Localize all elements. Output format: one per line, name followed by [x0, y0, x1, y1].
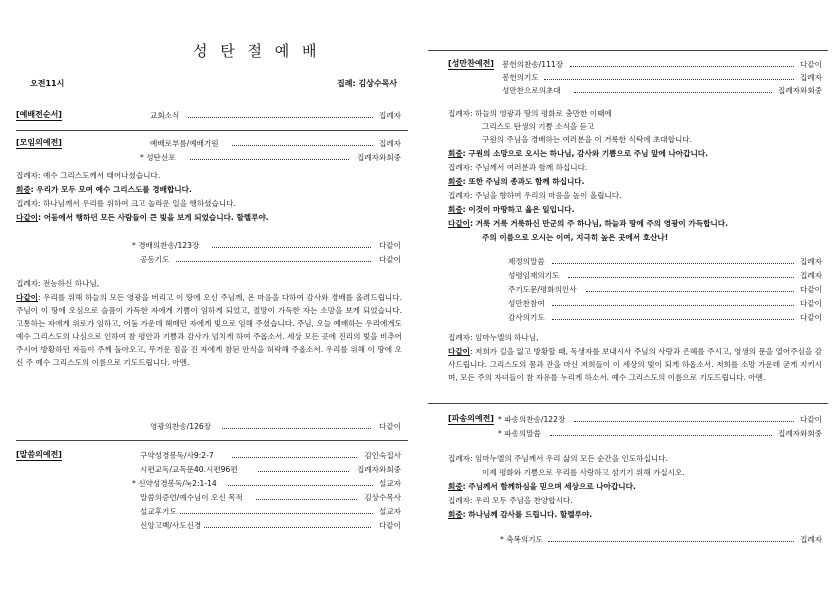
liturgy-line: 집례자: 하늘의 영광과 땅의 평화로 충만한 이때에 — [448, 109, 612, 118]
order-row: * 신약성경봉독/눅2:1-14 설교자 — [132, 479, 401, 488]
order-row: 봉헌의기도 집례자 — [502, 73, 822, 82]
section-divider — [16, 130, 408, 131]
section-divider — [428, 50, 828, 51]
order-row: 주기도문/평화의인사 다같이 — [508, 285, 822, 294]
liturgy-line: 회중: 우리가 모두 모여 예수 그리스도를 경배합니다. — [16, 185, 192, 194]
section-divider — [16, 440, 408, 441]
unison-prayer: 다같이: 저희가 길을 잃고 방황할 때, 독생자를 보내시사 주님의 사랑과 은혜를 주시고, 영생의 문을 열어주심을 감사드립니다. 그리스도의 몸과 잔을 마신 저희들이 이 세상의 빛이 되게 하옵소서. 저희를 소망 가운데 굳게 지키시며, 모든 주의 자녀들이 참 자유를 누리게 하소서. 예수 그리스도의 이름으로 기도드립니다. 아멘. — [448, 347, 822, 382]
liturgy-line: 다같이: 거룩 거룩 거룩하신 만군의 주 하나님, 하늘과 땅에 주의 영광이 가득합니다. — [448, 219, 728, 228]
order-row: 성령임재의기도 집례자 — [508, 271, 822, 280]
order-row: * 축복의기도 집례자 — [500, 535, 822, 544]
order-row: 신앙고백/사도신경 다같이 — [140, 521, 401, 530]
service-time: 오전11시 — [30, 79, 65, 88]
order-row: 영광의찬송/126장 다같이 — [150, 422, 401, 431]
order-row: 봉헌의찬송/111장 다같이 — [502, 60, 822, 69]
liturgy-line: 구원의 주님을 경배하는 여러분을 이 거룩한 식탁에 초대합니다. — [482, 135, 693, 144]
liturgy-line: 집례자: 우리 모두 주님을 찬양합시다. — [448, 496, 573, 505]
order-row: * 경배의찬송/123장 다같이 — [132, 241, 401, 250]
liturgy-line: 주의 이름으로 오시는 이여, 지극히 높은 곳에서 호산나! — [482, 233, 669, 242]
section-label-word: [말씀의예전] — [16, 450, 62, 459]
liturgy-line: 집례자: 임마누엘의 하나님, — [448, 333, 539, 342]
liturgy-line: 회중: 구원의 소망으로 오시는 하나님, 감사와 기쁨으로 주님 앞에 나아갑니다. — [448, 149, 708, 158]
service-title: 성 탄 절 예 배 — [193, 42, 321, 60]
order-row: * 파송의찬송/122장 다같이 — [498, 415, 822, 424]
order-row: 교회소식 집례자 — [150, 111, 401, 120]
order-row: * 파송의말씀 집례자와회중 — [498, 429, 822, 438]
liturgy-line: 집례자: 주님을 향하여 우리의 마음을 높이 올립니다. — [448, 191, 622, 200]
order-row: 시편교독/교독문40.시편96편 집례자와회중 — [140, 465, 401, 474]
section-divider — [428, 403, 828, 404]
liturgy-line: 집례자: 임마누엘의 주님께서 우리 삶의 모든 순간을 인도하십니다. — [448, 454, 668, 463]
liturgy-line: 집례자: 하나님께서 우리를 위하여 크고 놀라운 일을 행하셨습니다. — [16, 199, 236, 208]
liturgy-line: 집례자: 예수 그리스도께서 태어나셨습니다. — [16, 171, 161, 180]
order-row: * 성탄선포 집례자와회중 — [140, 153, 401, 162]
order-row: 성만찬참여 다같이 — [508, 299, 822, 308]
liturgy-line: 회중: 또한 주님의 종과도 함께 하십니다. — [448, 177, 585, 186]
right-page — [428, 0, 828, 590]
presider: 집례: 김상수목사 — [337, 79, 398, 88]
order-row: 성만찬으로의초대 집례자와회중 — [502, 86, 822, 95]
order-row: 제정의말씀 집례자 — [508, 257, 822, 266]
left-page — [8, 0, 408, 590]
order-row: 설교후기도 설교자 — [140, 507, 401, 516]
section-label-eucharist: [성만찬예전] — [448, 59, 494, 68]
liturgy-line: 집례자: 주님께서 여러분과 함께 하십니다. — [448, 163, 588, 172]
liturgy-line: 이제 평화와 기쁨으로 우리를 사랑하고 섬기기 위해 가십시오. — [482, 468, 685, 477]
liturgy-line: 회중: 하나님께 감사를 드립니다. 할렐루야. — [448, 510, 593, 519]
liturgy-line: 집례자: 전능하신 하나님, — [16, 279, 100, 288]
section-label-gathering: [모임의예전] — [16, 138, 62, 147]
section-label-sending: [파송의예전] — [448, 414, 494, 423]
section-label-pre-worship: [예배전순서] — [16, 110, 62, 119]
order-row: 말씀의증언/예수님이 오신 목적 김상수목사 — [140, 493, 401, 502]
unison-prayer: 다같이: 우리를 위해 하늘의 모든 영광을 버리고 이 땅에 오신 주님께, 온 마음을 다하여 감사와 경배를 올려드립니다. 주님이 이 땅에 오심으로 슬픔이 가득한 자에게 기쁨이 임하게 되었고, 절망이 가득한 자는 소망을 보게 되었습니다. 고통하는 자에게 위로가 임하고, 어둠 가운데 헤매던 자에게 빛으로 임해 주셨습니다. 주님, 오늘 예배하는 우리에게도 예수 그리스도의 나심으로 인하여 참 평안과 기쁨과 감사가 넘치게 하여 주옵소서. 세상 모든 곳에 진리의 빛을 비추어 주시어 방황하던 자들이 주께 돌아오고, 무거운 짐을 진 자에게 참된 안식을 허락해 주옵소서. 우리를 위해 이 땅에 오신 주 예수 그리스도의 이름으로 기도드립니다. 아멘. — [16, 293, 402, 367]
liturgy-line: 회중: 이것이 마땅하고 옳은 일입니다. — [448, 205, 575, 214]
liturgy-line: 다같이: 어둠에서 행하던 모든 사람들이 큰 빛을 보게 되었습니다. 할렐루야. — [16, 213, 269, 222]
order-row: 공동기도 다같이 — [140, 255, 401, 264]
order-row: 구약성경봉독/사9:2-7 김인숙집사 — [140, 451, 401, 460]
liturgy-line: 회중: 주님께서 함께하심을 믿으며 세상으로 나아갑니다. — [448, 482, 636, 491]
order-row: 예배로부름/예배기원 집례자 — [150, 139, 401, 148]
order-row: 감사의기도 다같이 — [508, 313, 822, 322]
liturgy-line: 그리스도 탄생의 기쁨 소식을 듣고 — [482, 122, 595, 131]
